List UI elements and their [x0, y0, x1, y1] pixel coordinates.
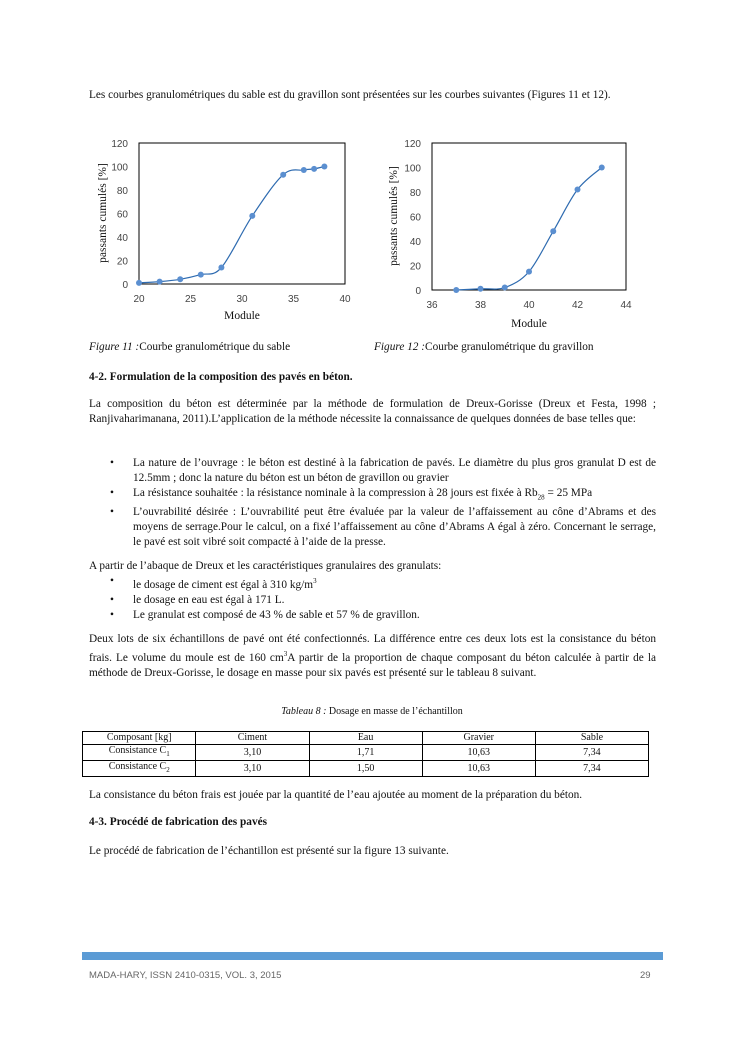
- data-point: [157, 279, 163, 285]
- list-item: • le dosage en eau est égal à 171 L.: [110, 593, 656, 608]
- data-point: [321, 164, 327, 170]
- data-point: [136, 280, 142, 286]
- data-point: [550, 228, 556, 234]
- x-tick-label: 25: [184, 294, 197, 305]
- y-tick-label: 40: [409, 237, 421, 248]
- x-tick-label: 20: [133, 294, 145, 305]
- footer-bar: [82, 952, 663, 960]
- section-4-2-paragraph: La composition du béton est déterminée par la méthode de formulation de Dreux-Gorisse (Dreux et Festa, 1998 ; Ranjivaharimanana, 2011).L’application de la méthode nécessite la connaissance de quelques données de base telles que:: [89, 398, 656, 425]
- y-tick-label: 20: [116, 256, 128, 268]
- x-tick-label: 44: [620, 300, 632, 311]
- data-point: [526, 269, 532, 275]
- data-point: [249, 213, 255, 219]
- x-tick-label: 38: [474, 300, 487, 311]
- y-tick-label: 80: [409, 188, 421, 199]
- data-point: [301, 167, 307, 173]
- section-4-3-heading: 4-3. Procédé de fabrication des pavés: [89, 816, 268, 828]
- table8-caption: Tableau 8 : Dosage en masse de l’échantillon: [281, 706, 463, 717]
- figure11-caption: Figure 11 :Courbe granulométrique du sable: [89, 341, 291, 353]
- y-tick-label: 80: [116, 186, 128, 197]
- y-tick-label: 60: [116, 209, 128, 221]
- table-row: Consistance $C_1$ 3,10 1,71 10,63 7,34: [83, 745, 649, 761]
- chart1-xlabel: Module: [224, 310, 260, 322]
- y-tick-label: 20: [409, 261, 421, 273]
- y-tick-label: 0: [415, 286, 421, 297]
- list-item: • L’ouvrabilité désirée : L’ouvrabilité peut être évaluée par la valeur de l’affaissement au cône d’Abrams et des moyens de serrage.Pour le calcul, on a fixé l’affaissement au cône d’Abrams A égal à zéro. Concernant le serrage, le pavé est soit vibré soit compacté à l’aide de la presse.: [110, 505, 656, 550]
- series-line: [139, 167, 324, 283]
- y-tick-label: 100: [404, 163, 421, 175]
- data-point: [177, 276, 183, 282]
- x-tick-label: 40: [339, 294, 351, 305]
- chart2-xlabel: Module: [511, 318, 547, 330]
- x-tick-label: 36: [426, 300, 438, 311]
- y-tick-label: 60: [409, 212, 421, 224]
- data-point: [478, 286, 484, 292]
- chart-sable: [88, 132, 358, 327]
- chart-gravillon: [380, 132, 650, 332]
- y-tick-label: 0: [122, 280, 128, 291]
- data-point: [311, 166, 317, 172]
- section-4-2-heading: 4-2. Formulation de la composition des pavés en béton.: [89, 371, 353, 383]
- dreux-paragraph: A partir de l’abaque de Dreux et les caractéristiques granulaires des granulats:: [89, 560, 442, 572]
- intro-paragraph: Les courbes granulométriques du sable est du gravillon sont présentées sur les courbes suivantes (Figures 11 et 12).: [89, 89, 611, 101]
- y-tick-label: 40: [116, 233, 128, 244]
- x-tick-label: 42: [571, 300, 584, 311]
- list-item: • La nature de l’ouvrage : le béton est destiné à la fabrication de pavés. Le diamètre du plus gros granulat D est de 12.5mm ; donc la nature du béton est un béton de gravillon ou gravier: [110, 456, 656, 486]
- data-point: [575, 187, 581, 193]
- dosage-list: [110, 574, 656, 623]
- table-row: Consistance $C_2$ 3,10 1,50 10,63 7,34: [83, 761, 649, 777]
- data-point: [198, 272, 204, 278]
- list-item: • Le granulat est composé de 43 % de sable et 57 % de gravillon.: [110, 608, 656, 623]
- data-point: [599, 165, 605, 171]
- y-tick-label: 120: [404, 139, 421, 150]
- lots-paragraph: Deux lots de six échantillons de pavé ont été confectionnés. La différence entre ces deux lots est la consistance du béton frais. Le volume du moule est de 160 $cm^3A$ partir de la proportion de chaque composant du béton calculée à partir de la méthode de Dreux-Gorisse, le dosage en masse pour six pavés est présenté sur le tableau 8 suivant.: [89, 633, 656, 679]
- x-tick-label: 30: [236, 294, 248, 305]
- chart1-ylabel: passants cumulés [%]: [97, 163, 109, 263]
- section-4-3-paragraph: Le procédé de fabrication de l’échantillon est présenté sur la figure 13 suivante.: [89, 845, 449, 857]
- x-tick-label: 35: [287, 294, 300, 305]
- data-point: [218, 265, 224, 271]
- data-point: [453, 287, 459, 293]
- chart2-ylabel: passants cumulés [%]: [388, 166, 400, 266]
- base-data-list: [110, 456, 656, 550]
- figure12-caption: Figure 12 :Courbe granulométrique du gravillon: [374, 341, 594, 353]
- y-tick-label: 100: [111, 162, 128, 174]
- footer-journal: MADA-HARY, ISSN 2410-0315, VOL. 3, 2015: [89, 970, 282, 981]
- table-header-row: Composant [kg] Ciment Eau Gravier Sable: [83, 732, 649, 745]
- list-item: • La résistance souhaitée : la résistance nominale à la compression à 28 jours est fixée à $Rb_{28} = 25$ MPa: [110, 486, 656, 505]
- data-point: [280, 172, 286, 178]
- consistance-paragraph: La consistance du béton frais est jouée par la quantité de l’eau ajoutée au moment de la préparation du béton.: [89, 789, 583, 801]
- table8: [82, 731, 649, 777]
- y-tick-label: 120: [111, 139, 128, 150]
- page-number: 29: [640, 970, 651, 981]
- data-point: [502, 285, 508, 291]
- list-item: • le dosage de ciment est égal à 310 $kg/m^3$: [110, 574, 656, 593]
- x-tick-label: 40: [523, 300, 535, 311]
